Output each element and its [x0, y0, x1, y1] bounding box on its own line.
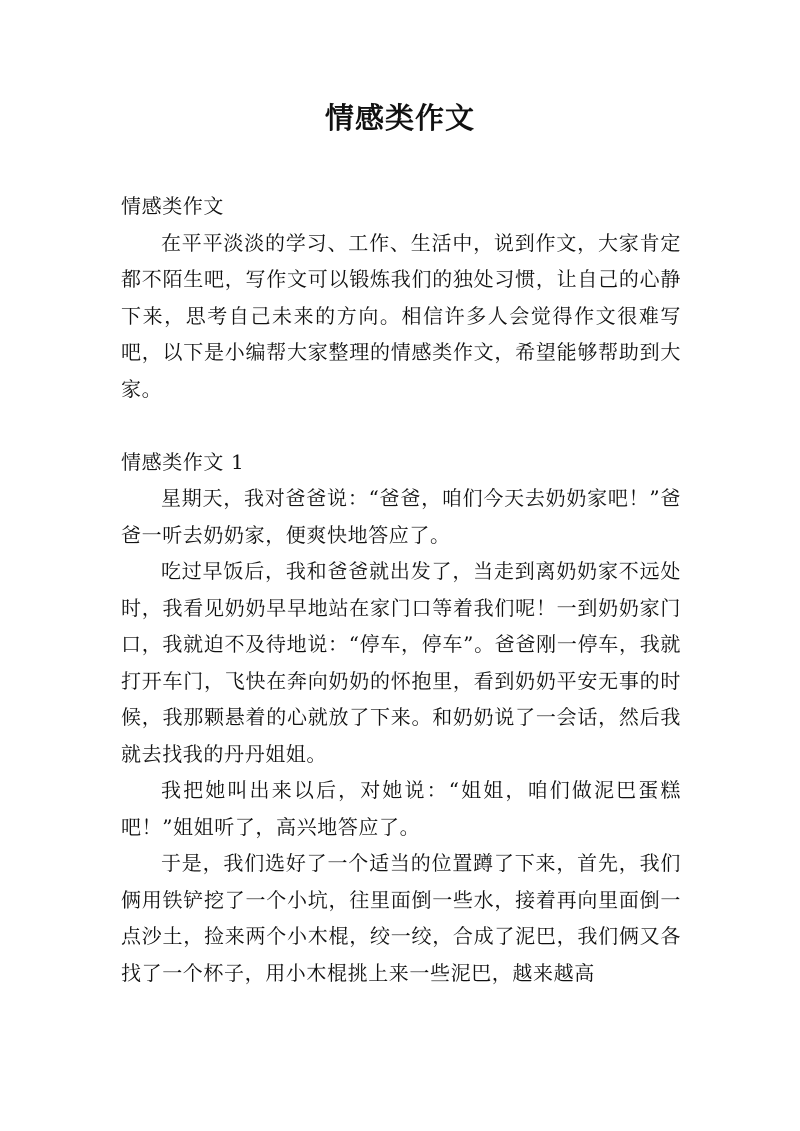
section1-paragraph-3: 我把她叫出来以后，对她说：“姐姐，咱们做泥巴蛋糕吧！”姐姐听了，高兴地答应了。: [121, 778, 681, 839]
section1-paragraph-2: 吃过早饭后，我和爸爸就出发了，当走到离奶奶家不远处时，我看见奶奶早早地站在家门口等着我们呢！一到奶奶家门口，我就迫不及待地说：“停车，停车”。爸爸刚一停车，我就打开车门，飞快在奔向奶奶的怀抱里，看到奶奶平安无事的时候，我那颗悬着的心就放了下来。和奶奶说了一会话，然后我就去找我的丹丹姐姐。: [121, 559, 681, 766]
intro-paragraph: 在平平淡淡的学习、工作、生活中，说到作文，大家肯定都不陌生吧，写作文可以锻炼我们的独处习惯，让自己的心静下来，思考自己未来的方向。相信许多人会觉得作文很难写吧，以下是小编帮大家整理的情感类作文，希望能够帮助到大家。: [121, 230, 681, 401]
document-body: [121, 188, 681, 991]
section1-paragraph-4: 于是，我们选好了一个适当的位置蹲了下来，首先，我们俩用铁铲挖了一个小坑，往里面倒一些水，接着再向里面倒一点沙土，捡来两个小木棍，绞一绞，合成了泥巴，我们俩又各找了一个杯子，用小木棍挑上来一些泥巴，越来越高: [121, 851, 681, 985]
document-title: 情感类作文: [324, 101, 475, 135]
intro-heading: 情感类作文: [121, 194, 224, 218]
section-spacer: [121, 407, 681, 444]
section1-paragraph-1: 星期天，我对爸爸说：“爸爸，咱们今天去奶奶家吧！”爸爸一听去奶奶家，便爽快地答应了。: [121, 486, 681, 547]
section1-heading: 情感类作文 1: [121, 449, 245, 474]
